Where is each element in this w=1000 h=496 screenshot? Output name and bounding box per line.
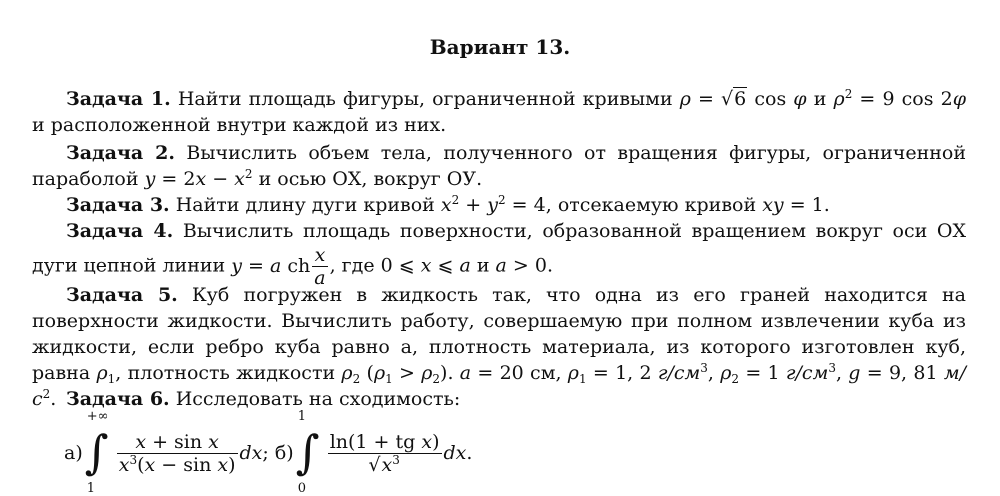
integrand-1: $\frac{\text{x + sin x}}{x^3(x - \sin x)}$ <box>118 430 236 476</box>
formula-rho-compare: $\rho_2$ $(\rho_1 > \rho_2)$. <box>341 362 454 386</box>
integral-1-upper-limit: +∞ <box>86 409 109 424</box>
formula-rho-2: $\rho^2 = 9$ cos 2φ <box>833 87 967 110</box>
separator: ; <box>262 442 275 464</box>
problem-1-text-a: Найти площадь фигуры, ограниченной кривыми <box>177 88 673 110</box>
part-b-label: б) <box>274 442 294 464</box>
end-period: . <box>466 442 473 464</box>
problem-6-integrals <box>64 409 473 496</box>
problem-5-unit-cm: см, <box>530 362 562 384</box>
formula-rho1-value: $\rho_1 = 1$, 2 <box>567 362 652 386</box>
formula-circle: $x^2 + y^2 = 4$ <box>440 193 546 216</box>
problem-3-text-c: . <box>823 194 830 216</box>
problem-4-label: Задача 4. <box>66 220 174 242</box>
problem-4 <box>32 218 966 289</box>
integral-2-upper-limit: 1 <box>297 409 306 424</box>
problem-5-label: Задача 5. <box>66 284 178 306</box>
problem-1-label: Задача 1. <box>66 88 171 110</box>
formula-a-value: a = 20 <box>459 362 524 384</box>
formula-rho1: $\rho_1$ <box>96 362 116 386</box>
problem-5-unit-accel: $м/с^2$ <box>32 362 966 410</box>
problem-3-text-b: , отсекаемую кривой <box>545 194 757 216</box>
differential-2: dx <box>443 442 467 464</box>
problem-2-text-a: Вычислить объем тела, полученного от вращения фигуры, ограниченной параболой <box>32 142 967 190</box>
differential-1: dx <box>239 442 263 464</box>
problem-6-label: Задача 6. <box>66 388 170 410</box>
problem-4-text-a: Вычислить площадь поверхности, образованной вращением вокруг оси ОХ дуги цепной линии <box>32 220 966 277</box>
formula-range: 0 ⩽ x ⩽ a <box>380 254 471 277</box>
problem-6 <box>32 386 966 412</box>
problem-5-unit-density-2: $г/см^3$ <box>785 361 836 384</box>
problem-1-text-b: и <box>813 88 827 110</box>
problem-2-label: Задача 2. <box>66 142 176 164</box>
problem-3-text-a: Найти длину дуги кривой <box>175 194 435 216</box>
part-a-label: а) <box>64 442 83 464</box>
problem-2-text-b: и осью ОХ, вокруг ОУ. <box>258 168 483 190</box>
formula-parabola: $y = 2x - x^2$ <box>144 167 253 190</box>
integral-1-lower-limit: 1 <box>86 481 96 496</box>
problem-5-text-b: , плотность жидкости <box>115 362 336 384</box>
formula-g-value: g = 9, 81 <box>848 362 938 384</box>
integral-sign-1: +∞ ∫ 1 <box>84 409 109 496</box>
formula-rho-1: ρ = √6 cos φ <box>679 88 807 110</box>
formula-a-positive: a > 0 <box>495 254 547 277</box>
page-title: Вариант 13. <box>429 35 571 59</box>
formula-hyperbola: xy = 1 <box>762 194 824 216</box>
problem-2 <box>32 140 966 192</box>
problem-4-text-c: и <box>476 254 490 277</box>
integral-2-lower-limit: 0 <box>297 481 306 496</box>
problem-1-text-c: и расположенной внутри каждой из них. <box>32 114 447 136</box>
problem-5: Задача 5. Куб погружен в жидкость так, что одна из его граней находится на поверхности жидкости. Вычислить работу, совершаемую при полном извлечении куба из жидкости, если ребро куба равно а, плотность материала, из которого изготовлен куб, равна $\rho_1$, плотность жидкости $\rho_2$ $(\rho_1 > \rho_2)$. a = 20 см, $\rho_1 = 1$, 2 $г/см^3$, $\rho_2 = 1$ $г/см^3$, g = 9, 81 $м/с^2$. <box>32 284 966 410</box>
problem-3 <box>32 192 966 218</box>
problem-1 <box>32 86 966 138</box>
formula-catenary: y = a ch $\frac{x}{a}$ <box>231 244 326 289</box>
problem-6-text: Исследовать на сходимость: <box>175 388 461 410</box>
problem-4-text-b: , где <box>329 254 375 277</box>
integrand-2: $\frac{\text{ln(1 + tg x)}}{√x^3}$ <box>329 430 440 476</box>
problem-3-label: Задача 3. <box>66 194 170 216</box>
problem-5-unit-density-1: $г/см^3$ <box>657 361 708 384</box>
integral-sign-2: 1 ∫ 0 <box>295 409 320 496</box>
formula-rho2-value: $\rho_2 = 1$ <box>720 362 780 386</box>
problem-4-text-d: . <box>546 254 554 277</box>
problem-5-text-a: Куб погружен в жидкость так, что одна из его граней находится на поверхности жидкости. Вычислить работу, совершаемую при полном извлечении куба из жидкости, если ребро куба равно а, плотность материала, из которого изготовлен куб, равна <box>32 284 966 384</box>
